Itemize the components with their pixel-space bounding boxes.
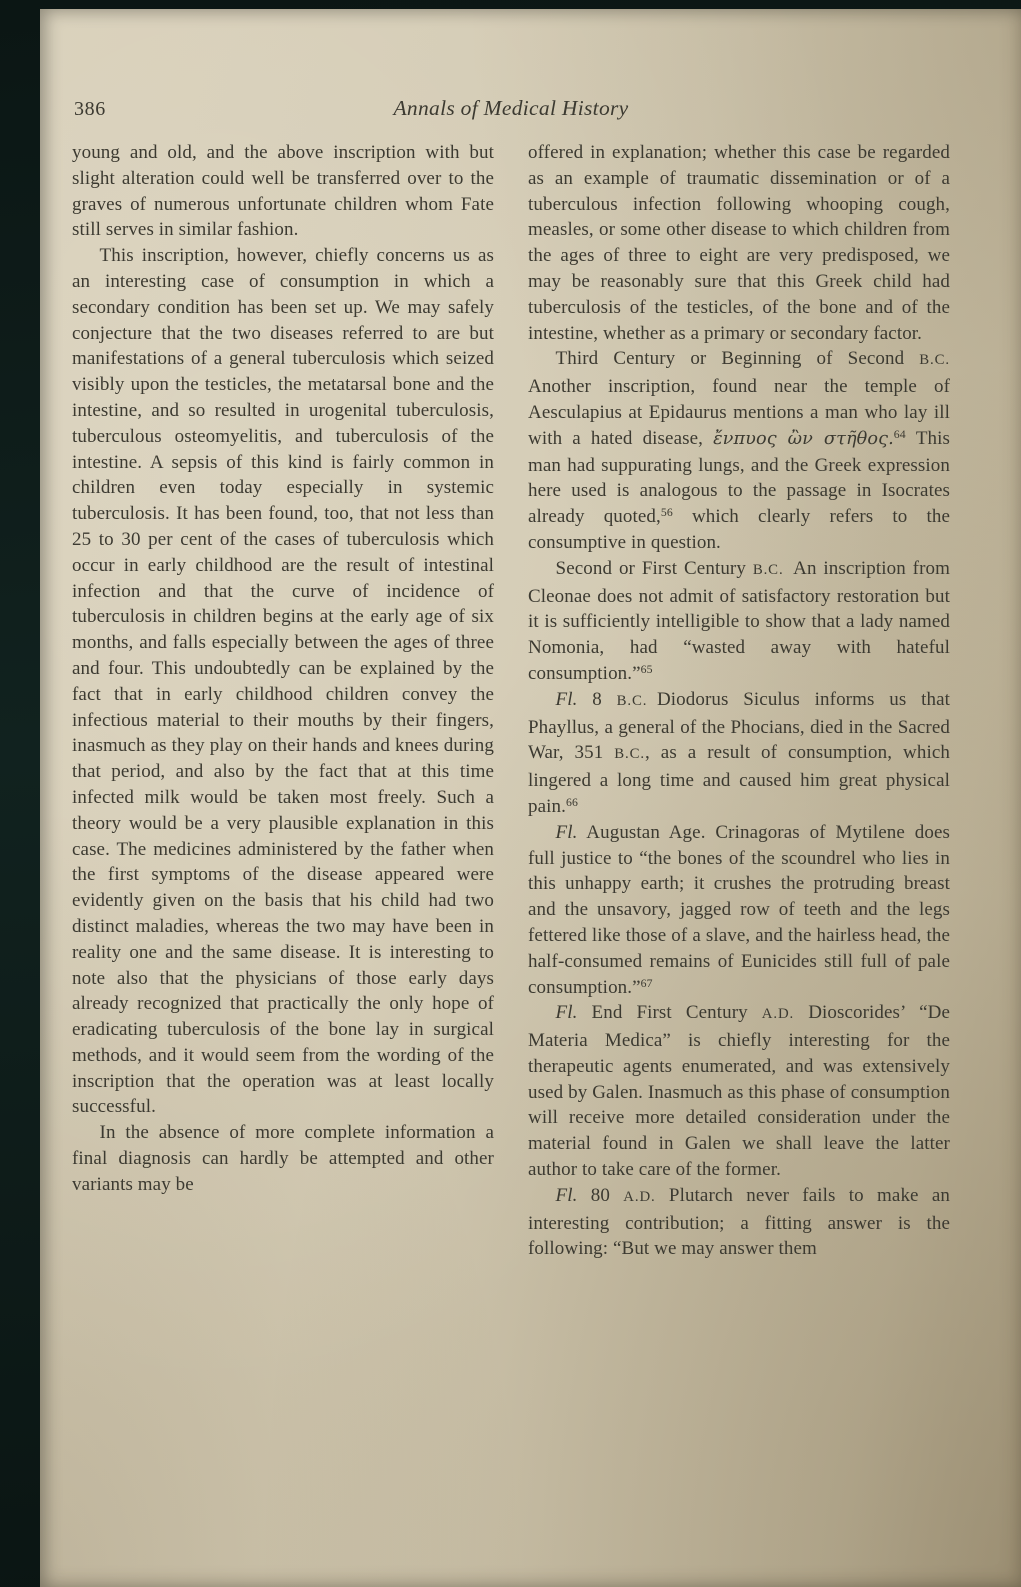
text-segment: which clearly refers to the consumptive in question. — [528, 506, 950, 553]
footnote-reference: 66 — [565, 796, 578, 810]
text-segment: , as a result of consumption, which lingered a long time and caused him great physical pain. — [528, 742, 950, 817]
page-header — [72, 95, 950, 127]
paragraph — [528, 346, 950, 555]
page-title: Annals of Medical History — [393, 96, 629, 120]
paragraph — [528, 820, 950, 1001]
footnote-reference: 64 — [893, 427, 906, 441]
text-segment: Plutarch never fails to make an interesting contribution; a fitting answer is the following: “But we may answer them — [528, 1184, 951, 1260]
paragraph — [528, 140, 950, 346]
footnote-reference: 67 — [640, 976, 653, 990]
text-segment: Diodorus Siculus informs us that Phayllus, a general of the Phocians, died in the Sacred War, 351 — [528, 688, 950, 764]
text-segment: B.C. — [919, 352, 950, 369]
text-segment: Dioscorides’ “De Materia Medica” is chiefly interesting for the therapeutic agents enumerated, and was extensively used by Galen. Inasmuch as this phase of consumption will receive more detailed consideration under the material found in Galen we shall leave the latter author to take care of the former. — [528, 1002, 950, 1181]
text-segment: B.C. — [752, 561, 784, 578]
text-segment: Fl. — [555, 821, 578, 843]
text-segment: End First Century — [577, 1002, 762, 1024]
paragraph — [528, 1183, 950, 1262]
paragraph — [528, 687, 950, 820]
paragraph — [528, 556, 950, 687]
text-segment: offered in explanation; whether this case be regarded as an example of traumatic dissemination or of a tuberculous infection following whooping cough, measles, or some other disease to which children from the ages of three to eight are very predisposed, we may be reasonably sure that this Greek child had tuberculosis of the testicles, of the bone and of the intestine, whether as a primary or secondary factor. — [528, 142, 950, 344]
text-segment: An inscription from Cleonae does not admit of satisfactory restoration but it is sufficiently intelligible to show that a lady named Nomonia, had “wasted away with hateful consumption.” — [528, 557, 950, 684]
page-number: 386 — [74, 98, 106, 120]
text-columns — [72, 140, 950, 1262]
text-segment: This man had suppurating lungs, and the Greek expression here used is analogous to the passage in Isocrates already quoted, — [528, 427, 950, 528]
text-segment: 8 — [577, 688, 617, 710]
text-segment: A.D. — [623, 1188, 656, 1205]
paragraph — [528, 1000, 950, 1183]
footnote-reference: 65 — [640, 663, 653, 677]
text-segment: Another inscription, found near the temple of Aesculapius at Epidaurus mentions a man who lay ill with a hated disease, — [528, 376, 950, 449]
text-segment: In the absence of more complete information a final diagnosis can hardly be attempted and other variants may be — [72, 1122, 494, 1195]
text-segment: Fl. — [555, 1184, 578, 1206]
text-segment: Third Century or Beginning of Second — [555, 348, 920, 370]
text-segment: B.C. — [616, 692, 648, 709]
document-page — [40, 9, 1021, 1587]
paragraph — [72, 243, 494, 1120]
paragraph — [72, 140, 494, 243]
left-column — [72, 140, 494, 1262]
text-segment: Augustan Age. Crinagoras of Mytilene does full justice to “the bones of the scoundrel who lies in this unhappy earth; it crushes the protruding breast and the unsavory, jagged row of teeth and the legs fettered like those of a slave, and the hairless head, the half-consumed remains of Eunicides still full of pale consumption.” — [528, 821, 950, 998]
text-segment: 80 — [577, 1184, 624, 1206]
text-segment: Fl. — [555, 688, 578, 710]
text-segment: ἔνπυος ὢν στῆθος. — [713, 428, 894, 449]
text-segment: young and old, and the above inscription with but slight alteration could well be transferred over to the graves of numerous unfortunate children whom Fate still serves in similar fashion. — [72, 142, 494, 241]
footnote-reference: 56 — [660, 506, 673, 520]
text-segment: This inscription, however, chiefly concerns us as an interesting case of consumption in which a secondary condition has been set up. We may safely conjecture that the two diseases referred to are but manifestations of a general tuberculosis which seized visibly upon the testicles, the metatarsal bone and the intestine, and so resulted in urogenital tuberculosis, tuberculous osteomyelitis, and tuberculosis of the intestine. A sepsis of this kind is fairly common in children even today especially in systemic tuberculosis. It has been found, too, that not less than 25 to 30 per cent of the cases of tuberculosis which occur in early childhood are the result of intestinal infection and that the curve of incidence of tuberculosis in children begins at the early age of six months, and falls especially between the ages of three and four. This undoubtedly can be explained by the fact that in early childhood children convey the infectious material to their mouths by their fingers, inasmuch as they play on their hands and knees during that period, and also by the fact that at this time infected milk would be taken most freely. Such a theory would be a very plausible explanation in this case. The medicines administered by the father when the first symptoms of the disease appeared were evidently given on the basis that his child had two distinct maladies, whereas the two may have been in reality one and the same disease. It is interesting to note also that the physicians of those early days already recognized that practically the only hope of eradicating tuberculosis of the bone lay in surgical methods, and it would seem from the wording of the inscription that the operation was at least locally successful. — [72, 245, 494, 1118]
text-segment: Second or First Century — [555, 557, 753, 579]
text-segment: B.C. — [614, 746, 645, 763]
right-column — [528, 140, 950, 1262]
text-segment: A.D. — [761, 1006, 795, 1023]
paragraph — [72, 1120, 494, 1197]
text-segment: Fl. — [555, 1002, 578, 1024]
